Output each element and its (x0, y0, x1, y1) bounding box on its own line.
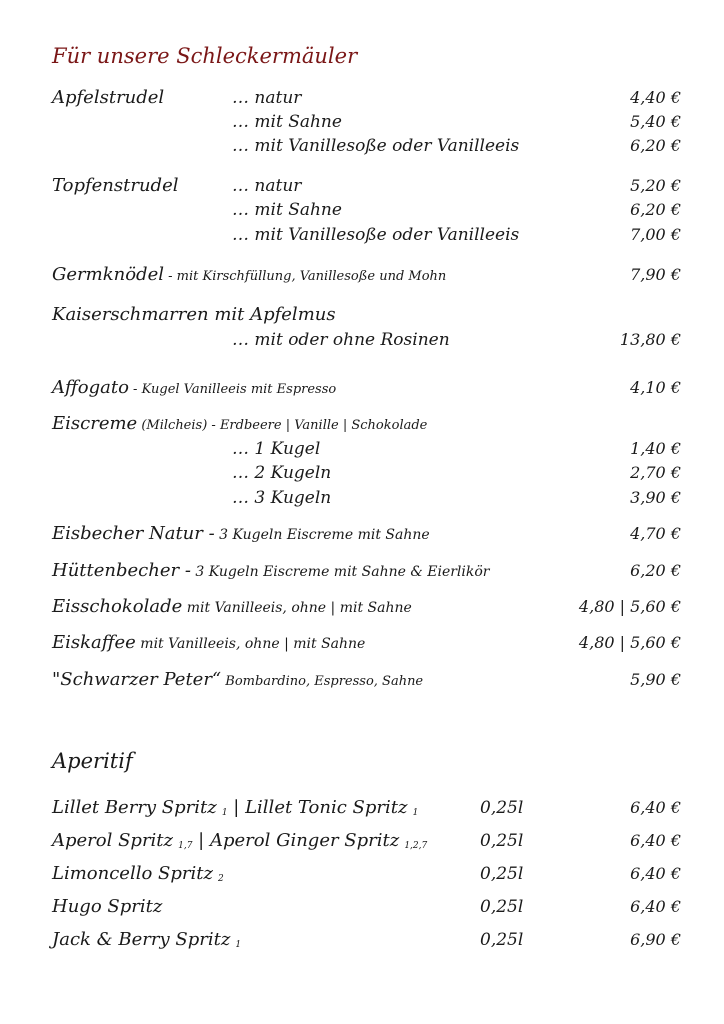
item-description: mit Vanilleeis, ohne | mit Sahne (182, 600, 412, 616)
item-description: mit Vanilleeis, ohne | mit Sahne (135, 636, 366, 652)
item-name: Eisschokolade (52, 596, 183, 617)
menu-item-limoncello (52, 862, 681, 886)
allergen-footnote: 2 (218, 874, 224, 884)
item-volume: 0,25l (480, 864, 524, 884)
item-price: 6,20 € (630, 200, 681, 219)
menu-item-topfenstrudel (52, 174, 681, 198)
item-price: 13,80 € (619, 330, 681, 349)
item-name: Topfenstrudel (52, 175, 179, 196)
item-option: … mit Sahne (232, 200, 342, 220)
item-name-alt: Lillet Tonic Spritz (245, 797, 408, 818)
item-price: 6,20 € (630, 561, 681, 580)
item-description: 3 Kugeln Eiscreme mit Sahne & Eierlikör (190, 564, 490, 580)
item-description: Bombardino, Espresso, Sahne (221, 674, 424, 689)
separator: | (227, 797, 246, 818)
menu-item-huettenbecher (52, 559, 681, 583)
item-volume: 0,25l (480, 831, 524, 851)
item-price: 5,40 € (630, 112, 681, 131)
menu-item-kaiserschmarren (52, 303, 681, 327)
separator: | (192, 830, 210, 851)
item-option: … natur (232, 88, 302, 108)
item-name: "Schwarzer Peter“ (52, 669, 222, 690)
item-price: 7,90 € (630, 265, 681, 284)
item-volume: 0,25l (480, 897, 524, 917)
menu-item-germknoedel (52, 263, 681, 287)
menu-option (52, 110, 681, 134)
menu-option (52, 198, 681, 222)
item-volume: 0,25l (480, 930, 524, 950)
menu-item-lillet (52, 796, 681, 820)
item-price: 2,70 € (630, 463, 681, 482)
menu-item-eisschokolade (52, 595, 681, 619)
item-price: 4,70 € (630, 524, 681, 543)
allergen-footnote: 1 (235, 940, 242, 950)
item-name: Limoncello Spritz (52, 863, 213, 884)
section-title-dessert: Für unsere Schleckermäuler (52, 44, 358, 68)
item-description: - Kugel Vanilleeis mit Espresso (128, 382, 337, 397)
item-description: - mit Kirschfüllung, Vanillesoße und Mohn (163, 269, 447, 284)
allergen-footnote: 1 (221, 808, 228, 818)
item-price: 1,40 € (630, 439, 681, 458)
item-description: (Milcheis) - Erdbeere | Vanille | Schokolade (137, 418, 428, 433)
menu-item-jack-berry (52, 928, 681, 952)
item-name: Eiscreme (52, 413, 138, 434)
item-name: Hüttenbecher - (52, 560, 191, 581)
menu-item-schwarzer-peter (52, 668, 681, 692)
item-option: … mit Vanillesoße oder Vanilleeis (232, 136, 520, 156)
menu-item-hugo (52, 895, 681, 919)
item-price: 4,40 € (630, 88, 681, 107)
item-option: … 2 Kugeln (232, 463, 332, 483)
item-price: 6,40 € (630, 864, 681, 883)
section-title-aperitif: Aperitif (52, 749, 133, 773)
menu-item-eiscreme (52, 412, 681, 436)
item-option: … 3 Kugeln (232, 488, 332, 508)
menu-option (52, 437, 681, 461)
item-price: 4,80 | 5,60 € (578, 597, 681, 616)
menu-option (52, 134, 681, 158)
item-name: Kaiserschmarren mit Apfelmus (52, 304, 336, 325)
menu-option (52, 461, 681, 485)
menu-item-apfelstrudel (52, 86, 681, 110)
item-name: Aperol Spritz (52, 830, 174, 851)
item-name-alt: Aperol Ginger Spritz (209, 830, 400, 851)
menu-option (52, 328, 681, 352)
item-option: … mit oder ohne Rosinen (232, 330, 450, 350)
item-name: Lillet Berry Spritz (52, 797, 217, 818)
item-name: Apfelstrudel (52, 87, 165, 108)
item-option: … mit Sahne (232, 112, 342, 132)
menu-option (52, 486, 681, 510)
item-option: … natur (232, 176, 302, 196)
menu-item-eiskaffee (52, 631, 681, 655)
item-name: Hugo Spritz (52, 896, 163, 917)
allergen-footnote: 1,2,7 (404, 841, 428, 851)
item-name: Germknödel (52, 264, 164, 285)
item-price: 3,90 € (630, 488, 681, 507)
item-name: Affogato (52, 377, 129, 398)
item-name: Eiskaffee (52, 632, 136, 653)
menu-item-aperol (52, 829, 681, 853)
item-volume: 0,25l (480, 798, 524, 818)
item-price: 7,00 € (630, 225, 681, 244)
item-price: 5,20 € (630, 176, 681, 195)
item-price: 6,90 € (630, 930, 681, 949)
item-price: 6,40 € (630, 798, 681, 817)
item-description: 3 Kugeln Eiscreme mit Sahne (214, 527, 430, 543)
item-option: … mit Vanillesoße oder Vanilleeis (232, 225, 520, 245)
item-option: … 1 Kugel (232, 439, 321, 459)
item-name: Eisbecher Natur - (52, 523, 215, 544)
allergen-footnote: 1,7 (178, 841, 193, 851)
item-price: 4,10 € (630, 378, 681, 397)
menu-item-affogato (52, 376, 681, 400)
menu-item-eisbecher (52, 522, 681, 546)
item-price: 6,40 € (630, 897, 681, 916)
item-price: 6,20 € (630, 136, 681, 155)
allergen-footnote: 1 (412, 808, 419, 818)
item-price: 6,40 € (630, 831, 681, 850)
item-price: 4,80 | 5,60 € (578, 633, 681, 652)
item-price: 5,90 € (630, 670, 681, 689)
item-name: Jack & Berry Spritz (52, 929, 231, 950)
menu-option (52, 223, 681, 247)
